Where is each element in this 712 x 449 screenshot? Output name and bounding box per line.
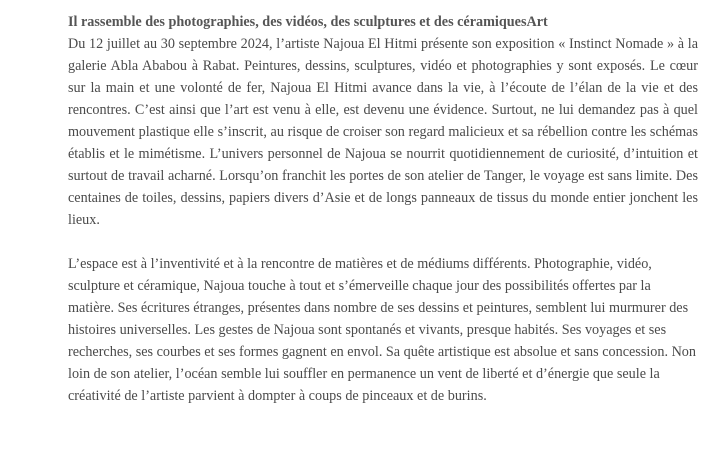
article-headline: Il rassemble des photographies, des vidéos, des sculptures et des céramiquesArt xyxy=(68,14,548,30)
article-paragraph: L’espace est à l’inventivité et à la rencontre de matières et de médiums différents. Photographie, vidéo, sculpture et céramique, Najoua touche à tout et s’émerveille chaque jour des possibilités offertes par la matière. Ses écritures étranges, présentes dans nombre de ses dessins et peintures, semblent lui murmurer des histoires universelles. Les gestes de Najoua sont spontanés et vivants, presque habités. Ses voyages et ses recherches, ses courbes et ses formes gagnent en envol. Sa quête artistique est absolue et sans concession. Non loin de son atelier, l’océan semble lui souffler en permanence un vent de liberté et d’énergie que seule la créativité de l’artiste parvient à dompter à coups de pinceaux et de burins. xyxy=(68,256,696,404)
article-body xyxy=(68,11,698,407)
article-paragraph: Du 12 juillet au 30 septembre 2024, l’artiste Najoua El Hitmi présente son exposition « Instinct Nomade » à la galerie Abla Ababou à Rabat. Peintures, dessins, sculptures, vidéo et photographies y sont exposés. Le cœur sur la main et une volonté de fer, Najoua El Hitmi avance dans la vie, à l’écoute de l’élan de la vie et des rencontres. C’est ainsi que l’art est venu à elle, est devenu une évidence. Surtout, ne lui demandez pas à quel mouvement plastique elle s’inscrit, au risque de croiser son regard malicieux et sa rébellion contre les schémas établis et le mimétisme. L’univers personnel de Najoua se nourrit quotidiennement de curiosité, d’intuition et surtout de travail acharné. Lorsqu’on franchit les portes de son atelier de Tanger, le voyage est sans limite. Des centaines de toiles, dessins, papiers divers d’Asie et de longs panneaux de tissus du monde entier jonchent les lieux. xyxy=(68,36,698,228)
